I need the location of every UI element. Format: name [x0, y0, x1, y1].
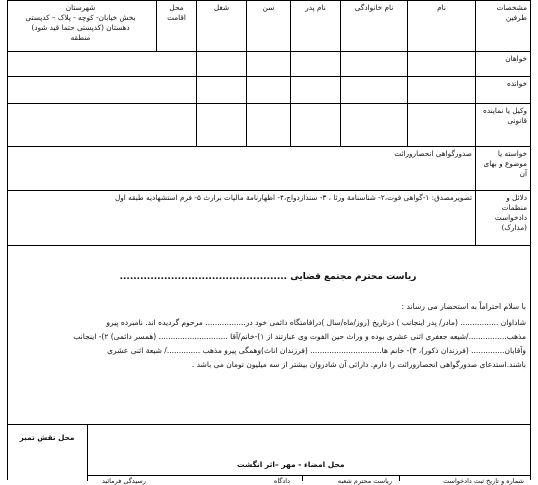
requester-row	[8, 52, 531, 77]
letter-line-2: مذهب................/شیعه جعفری اثنی عشری بوده و وراث حین الفوت وی عبارتند از ۱)-خانم/آقا ............................. (همسر دائمی) ۲)- اینجانب	[73, 332, 526, 341]
defendant-age-cell[interactable]	[247, 77, 291, 104]
requester-father-cell[interactable]	[291, 52, 341, 77]
letter-body	[10, 316, 526, 372]
lawyer-residence-cell[interactable]	[8, 104, 197, 147]
header-age: سن	[247, 1, 291, 52]
requester-job-cell[interactable]	[197, 52, 247, 77]
strip-divider	[302, 475, 303, 481]
letter-line-4: باشند.استدعای صدورگواهی انحصاروراثت را دارم. دارائی آن شادروان بیشتر از سه میلیون تومان می باشد .	[191, 360, 526, 369]
defendant-label: خوانده	[476, 77, 531, 104]
lawyer-name-cell[interactable]	[408, 104, 476, 147]
lawyer-father-cell[interactable]	[291, 104, 341, 147]
branch-label: ریاست محترم شعبه	[337, 477, 392, 485]
header-address	[8, 1, 157, 52]
letter-line-1: شاداوان ................ (مادر/ پدر اینجانب ) درتاریخ (روز/ماه/سال )درافامتگاه دائمی خود در................. مرحوم گردیده اند. نامبرده پیرو	[106, 318, 526, 327]
defendant-family-cell[interactable]	[341, 77, 408, 104]
registration-date-label: شماره و تاریخ ثبت دادخواست	[443, 477, 524, 485]
claim-label: خواسته یا موضوع و بهای آن	[476, 147, 531, 191]
address-line-3: دهستان (کدپستی حتما قید شود)	[31, 23, 130, 32]
signature-label: محل امضاء - مهر –اثر انگشت	[237, 460, 345, 469]
requester-family-cell[interactable]	[341, 52, 408, 77]
defendant-row	[8, 77, 531, 104]
requester-residence-cell[interactable]	[8, 52, 197, 77]
strip-divider	[399, 475, 400, 481]
header-family-name: نام خانوادگی	[341, 1, 408, 52]
claim-row	[8, 147, 531, 191]
court-label: دادگاه	[273, 477, 290, 485]
header-father-name: نام پدر	[291, 1, 341, 52]
letter-line-3: وآقایان.............. (فرزندان ذکور)، ۳)- خانم ها.............................. (فرزندان اناث)وهمگی پیرو مذهب ............../ شیعة اثنی عشری	[107, 346, 526, 355]
defendant-job-cell[interactable]	[197, 77, 247, 104]
parties-table	[7, 0, 531, 246]
header-name: نام	[408, 1, 476, 52]
lawyer-age-cell[interactable]	[247, 104, 291, 147]
defendant-residence-cell[interactable]	[8, 77, 197, 104]
footer-section	[7, 424, 530, 485]
defendant-name-cell[interactable]	[408, 77, 476, 104]
stamp-label: محل نقش تمبر	[19, 433, 75, 442]
address-line-2: بخش خیابان- کوچه - پلاک – کدپستی	[25, 13, 136, 22]
lawyer-row	[8, 104, 531, 147]
evidence-text[interactable]: تصویرمصدق: ۱-گواهی فوت،۲- شناسنامة ورثا ، ۳- سندازدواج،۴- اظهارنامة مالیات برارث ۵- فرم استشهادیه طبقه اول	[8, 191, 476, 246]
evidence-row	[8, 191, 531, 246]
letter-greeting: با سلام احتراماً به استحضار می رساند :	[401, 302, 526, 311]
address-line-1: شهرستان	[65, 3, 96, 12]
requester-label: خواهان	[476, 52, 531, 77]
evidence-label: دلائل و منظمات دادخواست (مدارک)	[476, 191, 531, 246]
lawyer-job-cell[interactable]	[197, 104, 247, 147]
requester-age-cell[interactable]	[247, 52, 291, 77]
lawyer-label: وکیل یا نماینده قانونی	[476, 104, 531, 147]
table-header-row	[8, 1, 531, 52]
address-line-4: منطقه	[70, 33, 91, 42]
header-residence: محل اقامت	[157, 1, 197, 52]
letter-title: ریاست محترم مجتمع قضایی .................................................	[119, 272, 417, 282]
header-job: شغل	[197, 1, 247, 52]
review-label: رسیدگی فرمائید	[102, 477, 146, 485]
lawyer-family-cell[interactable]	[341, 104, 408, 147]
header-specs: مشخصات طرفین	[476, 1, 531, 52]
claim-text[interactable]: صدورگواهی انحصاروراثت	[8, 147, 476, 191]
stamp-box	[7, 425, 88, 481]
defendant-father-cell[interactable]	[291, 77, 341, 104]
requester-name-cell[interactable]	[408, 52, 476, 77]
